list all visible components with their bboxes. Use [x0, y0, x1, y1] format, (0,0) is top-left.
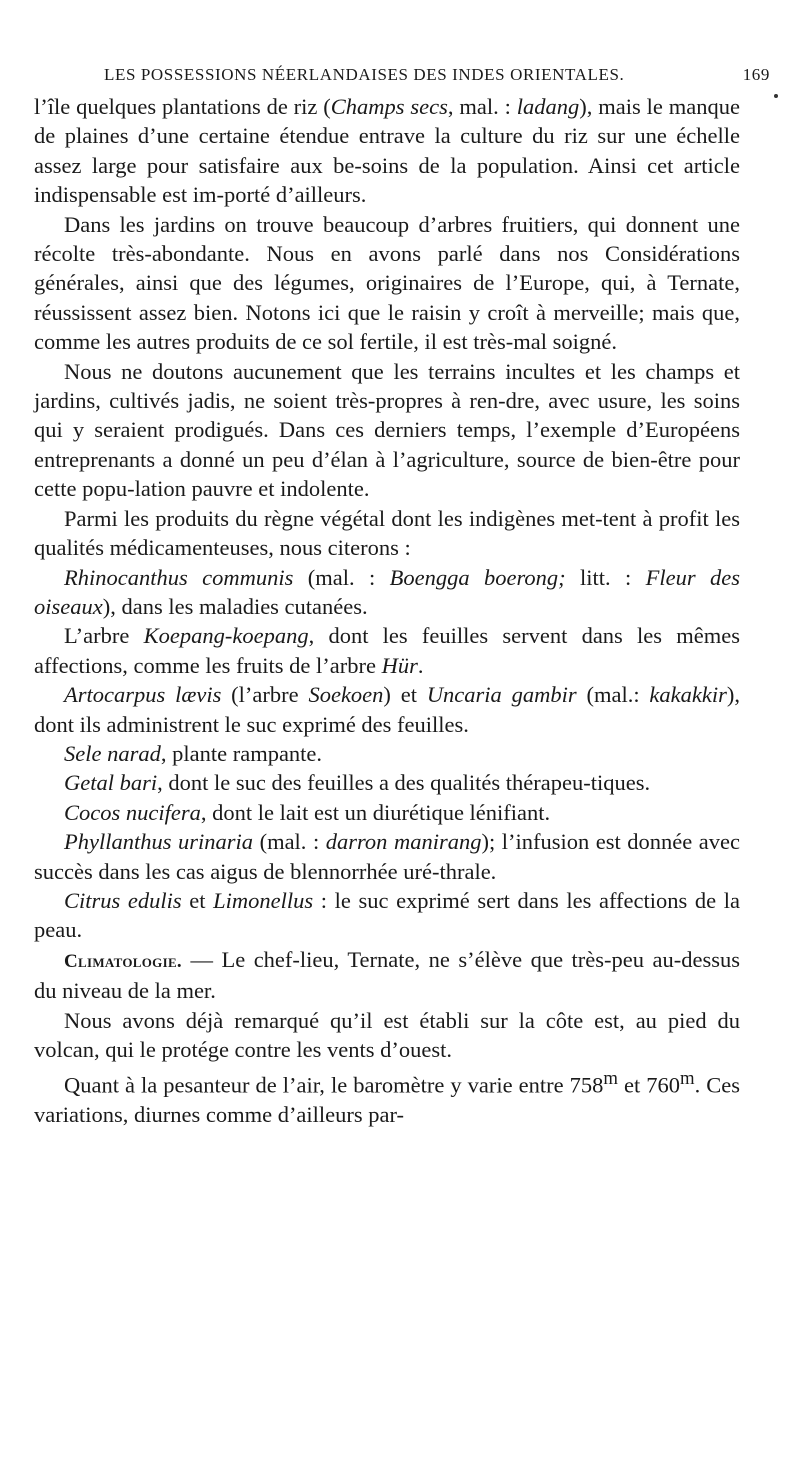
italic-term: Artocarpus lævis: [64, 682, 222, 708]
text-run: , mal. :: [447, 94, 517, 119]
section-heading: Climatologie.: [64, 950, 182, 972]
text-run: ); l’infusion est donnée avec succès dans les cas aigus de blennorrhée uré-thrale.: [34, 829, 741, 884]
text-run: (mal.:: [576, 682, 650, 708]
text-run: et: [181, 887, 214, 913]
text-run: (l’arbre: [221, 682, 309, 708]
text-run: et 760: [617, 1072, 681, 1098]
paragraph: [34, 621, 740, 680]
italic-term: Uncaria gambir: [426, 682, 577, 708]
text-run: Parmi les produits du règne végétal dont les indigènes met-tent à profit les qualités médicamenteuses, nous citerons :: [34, 505, 740, 561]
text-run: : le suc exprimé sert dans les affections de la peau.: [34, 887, 740, 943]
text-run: — Le chef-lieu, Ternate, ne s’élève que très-peu au-dessus du niveau de la mer.: [34, 946, 740, 1004]
text-run: ), mais le manque de plaines d’une certaine étendue entrave la culture du riz sur une échelle assez large pour satisfaire aux be-soins de la population. Ainsi cet article indispensable est im-porté d’ailleurs.: [34, 94, 740, 208]
running-title: LES POSSESSIONS NÉERLANDAISES DES INDES ORIENTALES.: [104, 65, 625, 84]
italic-term: Soekoen: [308, 682, 384, 708]
unit-superscript: m: [603, 1068, 618, 1090]
italic-term: Boengga boerong;: [389, 564, 566, 590]
paragraph: [34, 1064, 740, 1129]
text-run: (mal. :: [293, 564, 390, 590]
italic-term: Sele narad: [64, 740, 161, 766]
text-run: ), dont ils administrent le suc exprimé des feuilles.: [34, 682, 740, 737]
text-run: l’île quelques plantations de riz (: [34, 94, 331, 119]
italic-term: Citrus edulis: [64, 887, 182, 913]
text-run: Dans les jardins on trouve beaucoup d’arbres fruitiers, qui donnent une récolte très-abondante. Nous en avons parlé dans nos Considérations générales, ainsi que des légumes, originaires de l’Europe, qui, à Ternate, réussissent assez bien. Notons ici que le raisin y croît à merveille; mais que, comme les autres produits de ce sol fertile, il est très-mal soigné.: [34, 211, 740, 355]
italic-term: darron manirang: [325, 829, 482, 855]
paragraph: [34, 768, 740, 797]
text-run: , dont le lait est un diurétique lénifiant.: [200, 799, 551, 825]
paragraph: [34, 798, 740, 827]
text-run: Nous ne doutons aucunement que les terrains incultes et les champs et jardins, cultivés jadis, ne soient très-propres à ren-dre, avec usure, les soins qui y seraient prodigués. Dans ces derniers temps, l’exemple d’Européens entreprenants a donné un peu d’élan à l’agriculture, source de bien-être pour cette popu-lation pauvre et indolente.: [34, 358, 740, 502]
paragraph: [34, 680, 740, 739]
page-header: [104, 60, 770, 90]
italic-term: Getal bari: [64, 770, 158, 796]
text-run: L’arbre: [64, 623, 144, 649]
text-run: (mal. :: [253, 829, 326, 855]
page-number: 169: [742, 65, 770, 84]
paragraph: [34, 210, 740, 357]
text-run: ), dans les maladies cutanées.: [102, 593, 368, 619]
italic-term: Phyllanthus urinaria: [64, 829, 254, 855]
ink-speck: [774, 94, 778, 98]
text-run: ) et: [383, 682, 427, 708]
text-run: , dont le suc des feuilles a des qualités thérapeu-tiques.: [157, 770, 651, 796]
unit-superscript: m: [680, 1068, 695, 1090]
paragraph: [34, 945, 740, 1006]
italic-term: Cocos nucifera: [64, 799, 201, 825]
paragraph: [34, 92, 740, 210]
paragraph: [34, 739, 740, 768]
paragraph: [34, 504, 740, 563]
text-run: Quant à la pesanteur de l’air, le baromètre y varie entre 758: [64, 1072, 604, 1098]
paragraph: [34, 1006, 740, 1065]
italic-term: Champs secs: [330, 94, 448, 119]
text-run: . Ces variations, diurnes comme d’ailleurs par-: [34, 1072, 740, 1128]
paragraph: [34, 827, 740, 886]
italic-term: Hür: [381, 652, 418, 678]
italic-term: ladang: [516, 94, 580, 119]
text-run: .: [417, 652, 424, 678]
paragraph: [34, 886, 740, 945]
text-run: , dont les feuilles servent dans les mêmes affections, comme les fruits de l’arbre: [34, 623, 740, 678]
body-text: [34, 92, 740, 1130]
paragraph: [34, 357, 740, 504]
italic-term: kakakkir: [649, 682, 727, 708]
text-run: litt. :: [565, 564, 646, 590]
text-run: Nous avons déjà remarqué qu’il est établi sur la côte est, au pied du volcan, qui le protége contre les vents d’ouest.: [34, 1007, 740, 1062]
italic-term: Fleur des oiseaux: [34, 564, 740, 619]
italic-term: Limonellus: [213, 887, 314, 913]
italic-term: Rhinocanthus communis: [64, 564, 294, 590]
paragraph: [34, 563, 740, 622]
italic-term: Koepang-koepang: [143, 623, 309, 649]
text-run: , plante rampante.: [160, 740, 323, 766]
